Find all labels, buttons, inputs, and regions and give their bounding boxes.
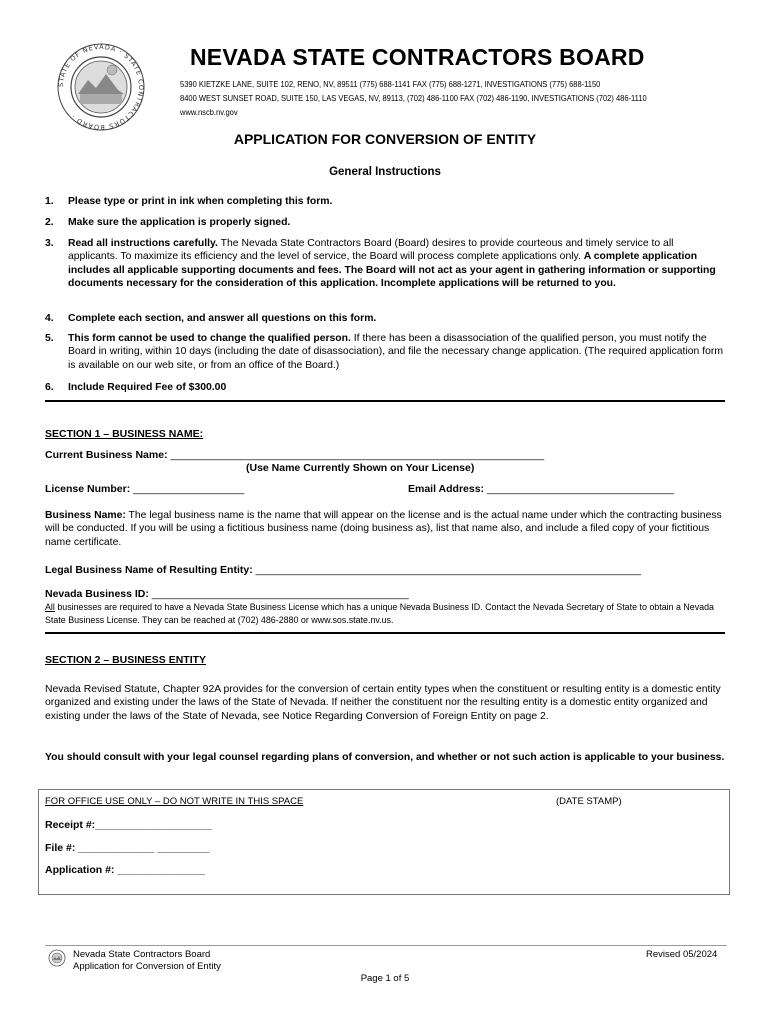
application-number-field: Application #: _______________ <box>45 864 205 876</box>
instruction-item: 1. Please type or print in ink when completing this form. <box>45 196 333 207</box>
address-las-vegas: 8400 WEST SUNSET ROAD, SUITE 150, LAS VEGAS, NV, 89113, (702) 486-1100 FAX (702) 486-1190, INVESTIGATIONS (702) 486-1110 <box>180 94 647 103</box>
footer-org: Nevada State Contractors Board <box>73 949 211 960</box>
page-number: Page 1 of 5 <box>360 973 410 984</box>
section2-heading: SECTION 2 – BUSINESS ENTITY <box>45 654 207 666</box>
legal-business-name-field[interactable]: Legal Business Name of Resulting Entity: __________________________________________________________________ <box>45 564 642 576</box>
nevada-business-id-field[interactable]: Nevada Business ID: ____________________________________________ <box>45 588 409 600</box>
nscb-seal-logo <box>56 42 146 132</box>
instruction-item: 4. Complete each section, and answer all questions on this form. <box>45 313 377 324</box>
footer-revised-date: Revised 05/2024 <box>646 949 718 960</box>
office-use-heading: FOR OFFICE USE ONLY – DO NOT WRITE IN THIS SPACE <box>45 796 304 807</box>
footer-seal-icon <box>48 949 66 967</box>
license-number-field[interactable]: License Number: ___________________ <box>45 483 245 495</box>
receipt-number-field: Receipt #:____________________ <box>45 819 212 831</box>
instruction-item: 6. Include Required Fee of $300.00 <box>45 382 227 393</box>
website-link[interactable]: www.nscb.nv.gov <box>180 108 238 117</box>
instruction-item: 3. Read all instructions carefully. The Nevada State Contractors Board (Board) desires to provide courteous and timely service to all applicants. To maximize its efficiency and the level of service, the Board will process complete applications only. A complete application includes all applicable supporting documents and fees. The Board will not act as your agent in gathering information or supporting documents necessary for the consideration of this application. Incomplete applications will be returned to you. <box>45 238 716 290</box>
org-title: NEVADA STATE CONTRACTORS BOARD <box>190 44 645 70</box>
footer-divider <box>45 945 727 946</box>
current-name-note: (Use Name Currently Shown on Your License) <box>246 462 475 474</box>
seal-text: STATE OF NEVADA · STATE CONTRACTORS BOARD · <box>56 42 146 132</box>
instruction-item: 5. This form cannot be used to change the qualified person. If there has been a disassociation of the qualified person, you must notify the Board in writing, within 10 days (including the date of disassociation), and file the necessary change application. (The required application form is available on our web site, or from an office of the Board.) <box>45 333 723 371</box>
divider <box>45 632 725 634</box>
file-number-field: File #: _____________ _________ <box>45 842 210 854</box>
address-reno: 5390 KIETZKE LANE, SUITE 102, RENO, NV, 89511 (775) 688-1141 FAX (775) 688-1271, INVESTIGATIONS (775) 688-1150 <box>180 80 601 89</box>
section2-legal-counsel-note: You should consult with your legal counsel regarding plans of conversion, and whether or not such action is applicable to your business. <box>45 752 725 763</box>
divider <box>45 400 725 402</box>
section2-statute-paragraph: Nevada Revised Statute, Chapter 92A provides for the conversion of certain entity types when the constituent or resulting entity is a domestic entity organized and existing under the laws of the State of Nevada. If neither the constituent nor the resulting entity is a domestic entity organized and existing under the laws of the State of Nevada, see Notice Regarding Conversion of Foreign Entity on page 2. <box>45 684 721 722</box>
section1-heading: SECTION 1 – BUSINESS NAME: <box>45 428 204 440</box>
current-business-name-field[interactable]: Current Business Name: ________________________________________________________________ <box>45 449 545 461</box>
business-name-description: Business Name: The legal business name is the name that will appear on the license and is the actual name under which the contracting business will be conducted. If you will be using a fictitious business name (doing business as), list that name also, and include a filed copy of your fictitious name certificate. <box>45 510 722 548</box>
general-instructions-heading: General Instructions <box>329 166 441 178</box>
instruction-item: 2. Make sure the application is properly signed. <box>45 217 291 228</box>
date-stamp-label: (DATE STAMP) <box>556 796 622 807</box>
form-title: APPLICATION FOR CONVERSION OF ENTITY <box>233 131 537 147</box>
footer-form-name: Application for Conversion of Entity <box>73 961 221 972</box>
nevada-business-license-note: All businesses are required to have a Nevada State Business License which has a unique Nevada Business ID. Contact the Nevada Secretary of State to obtain a Nevada State Business License. They can be reached at (702) 486-2880 or www.sos.state.nv.us. <box>45 602 714 625</box>
email-address-field[interactable]: Email Address: ________________________________ <box>408 483 674 495</box>
